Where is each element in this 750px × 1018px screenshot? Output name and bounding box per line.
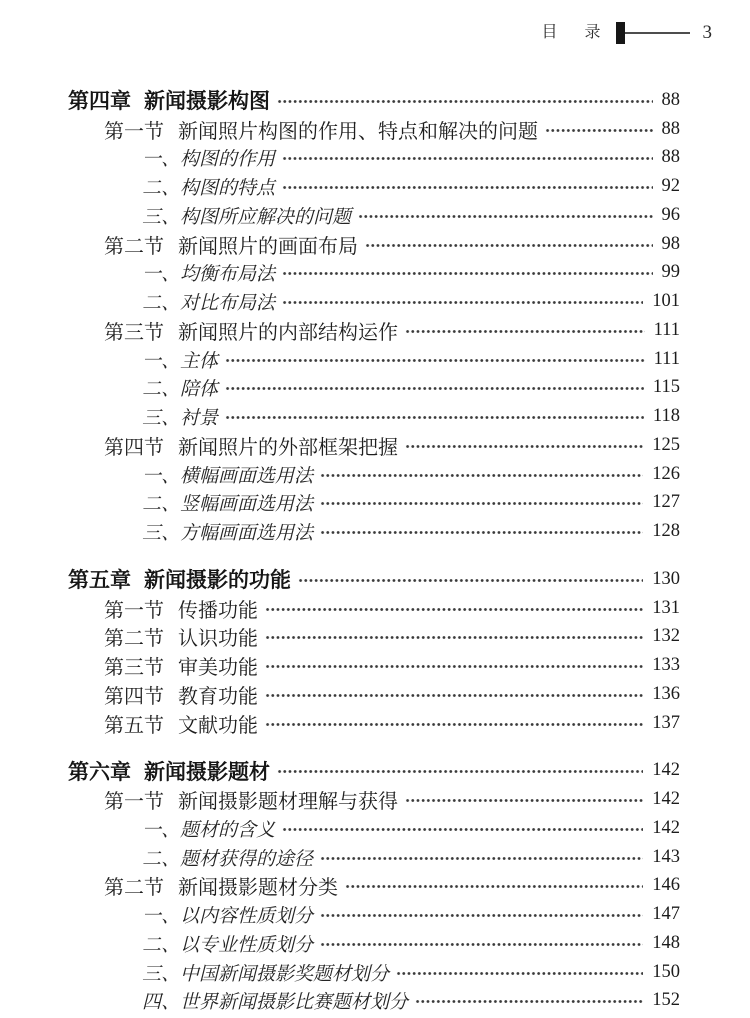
entry-page-number: 142 [652, 817, 680, 838]
entry-title: 认识功能 [178, 628, 258, 651]
entry-page-number: 136 [652, 683, 680, 704]
entry-title: 主体 [180, 350, 219, 372]
header-rule-line [625, 32, 690, 34]
entry-page-number: 142 [652, 789, 680, 810]
dot-leader [415, 998, 643, 1005]
entry-number-label: 第六章 [68, 760, 131, 784]
entry-title: 新闻摄影的功能 [144, 569, 291, 593]
dot-leader [265, 721, 643, 728]
toc-entry-section [68, 594, 680, 623]
entry-title: 对比布局法 [180, 293, 276, 315]
dot-leader [320, 855, 643, 862]
entry-page-number: 88 [661, 147, 680, 168]
toc-entry-item [68, 259, 680, 288]
entry-number-label: 二、 [142, 934, 181, 956]
entry-page-number: 146 [652, 875, 680, 896]
toc-entry-section [68, 680, 680, 709]
entry-title: 文献功能 [178, 714, 258, 737]
entry-number-label: 一、 [142, 465, 181, 487]
toc-entry-item [68, 287, 680, 316]
entry-page-number: 115 [652, 377, 680, 398]
entry-title: 横幅画面选用法 [180, 465, 314, 487]
toc-entry-item [68, 987, 680, 1016]
entry-title: 新闻摄影题材 [144, 760, 270, 784]
toc-entry-item [68, 460, 680, 489]
entry-title: 教育功能 [178, 685, 258, 708]
dot-leader [282, 184, 652, 191]
entry-title: 审美功能 [178, 657, 258, 680]
dot-leader [358, 213, 652, 220]
toc-entry-section [68, 431, 680, 460]
dot-leader [282, 270, 652, 277]
entry-title: 竖幅画面选用法 [180, 494, 314, 516]
dot-leader [405, 797, 643, 804]
dot-leader [225, 357, 645, 364]
entry-page-number: 125 [652, 434, 680, 455]
entry-page-number: 111 [653, 348, 680, 369]
entry-page-number: 111 [653, 319, 680, 340]
entry-page-number: 88 [661, 89, 680, 110]
entry-title: 构图的特点 [180, 178, 276, 200]
entry-number-label: 二、 [142, 848, 181, 870]
entry-title: 均衡布局法 [180, 264, 276, 286]
dot-leader [282, 299, 643, 306]
entry-number-label: 第二节 [104, 628, 164, 651]
entry-page-number: 101 [652, 291, 680, 312]
entry-page-number: 96 [661, 204, 680, 225]
toc-entry-item [68, 201, 680, 230]
entry-title: 题材获得的途径 [180, 848, 314, 870]
dot-leader [225, 414, 644, 421]
entry-number-label: 第四章 [68, 90, 131, 114]
entry-page-number: 142 [652, 760, 680, 781]
dot-leader [405, 328, 645, 335]
entry-page-number: 133 [652, 655, 680, 676]
entry-title: 以专业性质划分 [180, 934, 314, 956]
entry-page-number: 98 [661, 233, 680, 254]
entry-number-label: 三、 [142, 408, 181, 430]
entry-number-label: 第三节 [104, 657, 164, 680]
dot-leader [320, 941, 643, 948]
toc-entry-section [68, 709, 680, 738]
dot-leader [265, 692, 643, 699]
header-title-char-mu: 目 [541, 24, 558, 41]
dot-leader [265, 606, 643, 613]
entry-title: 以内容性质划分 [180, 906, 314, 928]
dot-leader [265, 663, 643, 670]
dot-leader [345, 883, 643, 890]
running-head [541, 20, 712, 46]
toc-entry-section [68, 651, 680, 680]
entry-number-label: 第二节 [104, 877, 164, 900]
entry-number-label: 第一节 [104, 599, 164, 622]
entry-number-label: 二、 [142, 494, 181, 516]
dot-leader [365, 242, 653, 249]
toc-entry-chapter [68, 565, 680, 594]
toc-entry-item [68, 172, 680, 201]
entry-page-number: 152 [652, 990, 680, 1011]
dot-leader [320, 912, 643, 919]
dot-leader [277, 98, 653, 105]
entry-title: 新闻照片构图的作用、特点和解决的问题 [178, 120, 538, 143]
dot-leader [265, 634, 643, 641]
entry-number-label: 二、 [142, 178, 181, 200]
entry-title: 新闻摄影构图 [144, 90, 270, 114]
entry-number-label: 第五章 [68, 569, 131, 593]
entry-page-number: 99 [661, 262, 680, 283]
entry-title: 构图的作用 [180, 149, 276, 171]
toc-entry-section [68, 623, 680, 652]
toc-entry-section [68, 230, 680, 259]
toc-entry-item [68, 929, 680, 958]
dot-leader [277, 768, 643, 775]
entry-number-label: 第三节 [104, 321, 164, 344]
entry-title: 新闻照片的外部框架把握 [178, 436, 398, 459]
entry-title: 构图所应解决的问题 [180, 206, 352, 228]
entry-page-number: 126 [652, 463, 680, 484]
entry-page-number: 150 [652, 961, 680, 982]
entry-number-label: 一、 [142, 350, 181, 372]
entry-page-number: 128 [652, 521, 680, 542]
entry-title: 新闻照片的内部结构运作 [178, 321, 398, 344]
entry-number-label: 第四节 [104, 436, 164, 459]
entry-title: 题材的含义 [180, 819, 276, 841]
entry-page-number: 132 [652, 626, 680, 647]
entry-title: 新闻摄影题材分类 [178, 877, 338, 900]
dot-leader [405, 443, 643, 450]
toc-entry-section [68, 785, 680, 814]
dot-leader [320, 500, 643, 507]
header-title-char-lu: 录 [584, 24, 601, 41]
entry-number-label: 第二节 [104, 235, 164, 258]
entry-number-label: 三、 [142, 206, 181, 228]
toc-entry-item [68, 843, 680, 872]
entry-title: 新闻照片的画面布局 [178, 235, 358, 258]
entry-page-number: 127 [652, 492, 680, 513]
entry-number-label: 一、 [142, 264, 181, 286]
toc-entry-item [68, 345, 680, 374]
entry-number-label: 二、 [142, 379, 181, 401]
toc-entry-chapter [68, 757, 680, 786]
entry-number-label: 第四节 [104, 685, 164, 708]
entry-title: 传播功能 [178, 599, 258, 622]
entry-number-label: 四、 [142, 992, 181, 1014]
entry-title: 方幅画面选用法 [180, 523, 314, 545]
entry-number-label: 第一节 [104, 120, 164, 143]
entry-page-number: 147 [652, 904, 680, 925]
entry-title: 陪体 [180, 379, 219, 401]
toc-entry-item [68, 402, 680, 431]
entry-page-number: 137 [652, 712, 680, 733]
toc-entry-item [68, 489, 680, 518]
entry-number-label: 二、 [142, 293, 181, 315]
entry-title: 新闻摄影题材理解与获得 [178, 791, 398, 814]
entry-number-label: 一、 [142, 819, 181, 841]
toc-entry-section [68, 872, 680, 901]
dot-leader [225, 385, 644, 392]
header-bar-decoration [616, 22, 625, 44]
dot-leader [282, 826, 643, 833]
entry-number-label: 三、 [142, 523, 181, 545]
dot-leader [298, 577, 643, 584]
dot-leader [396, 970, 643, 977]
entry-title: 中国新闻摄影奖题材划分 [180, 963, 390, 985]
entry-page-number: 118 [652, 406, 680, 427]
toc-entry-section [68, 115, 680, 144]
toc-entry-item [68, 374, 680, 403]
toc-entry-item [68, 958, 680, 987]
entry-page-number: 143 [652, 846, 680, 867]
entry-number-label: 三、 [142, 963, 181, 985]
entry-number-label: 一、 [142, 149, 181, 171]
toc-list [68, 86, 680, 1015]
entry-title: 衬景 [180, 408, 219, 430]
dot-leader [545, 127, 653, 134]
toc-entry-item [68, 144, 680, 173]
entry-page-number: 131 [652, 597, 680, 618]
entry-title: 世界新闻摄影比赛题材划分 [180, 992, 409, 1014]
dot-leader [320, 472, 643, 479]
entry-page-number: 130 [652, 568, 680, 589]
toc-entry-item [68, 900, 680, 929]
dot-leader [282, 155, 652, 162]
entry-number-label: 第一节 [104, 791, 164, 814]
entry-number-label: 第五节 [104, 714, 164, 737]
toc-entry-item [68, 814, 680, 843]
toc-entry-chapter [68, 86, 680, 115]
toc-entry-item [68, 517, 680, 546]
entry-number-label: 一、 [142, 906, 181, 928]
toc-entry-section [68, 316, 680, 345]
header-page-number: 3 [702, 22, 712, 43]
entry-page-number: 92 [661, 176, 680, 197]
entry-page-number: 88 [661, 118, 680, 139]
dot-leader [320, 529, 643, 536]
entry-page-number: 148 [652, 932, 680, 953]
